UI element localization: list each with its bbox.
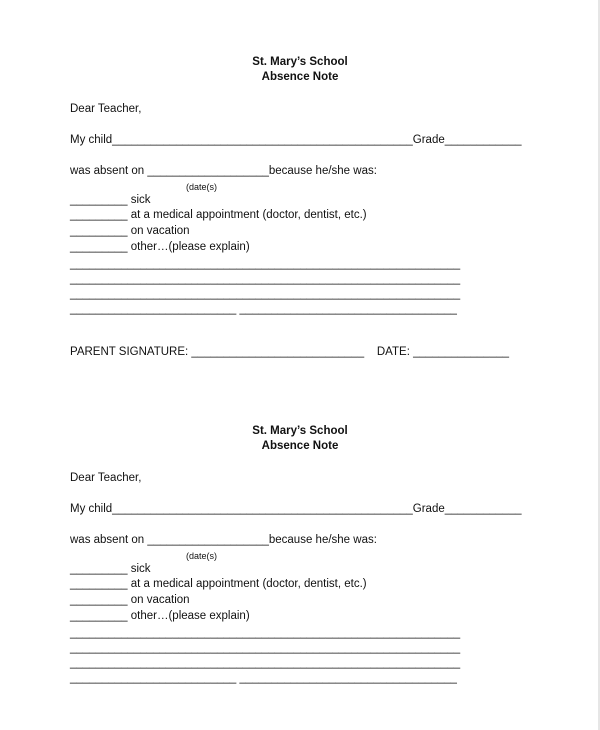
explain-line: _____________________________________________________________ [70, 642, 461, 654]
option-sick: _________ sick [70, 194, 151, 206]
explain-line: _____________________________________________________________ [70, 288, 461, 300]
explain-line: _____________________________________________________________ [70, 258, 461, 270]
option-sick: _________ sick [70, 563, 151, 575]
explain-line: _____________________________________________________________ [70, 627, 461, 639]
option-medical: _________ at a medical appointment (doctor, dentist, etc.) [70, 578, 367, 590]
school-name: St. Mary’s School [252, 56, 348, 68]
absent-date-line: was absent on ___________________because he/she was: [70, 534, 377, 546]
note-title: Absence Note [261, 440, 339, 452]
option-vacation: _________ on vacation [70, 225, 190, 237]
note-title: Absence Note [261, 71, 339, 83]
explain-line: __________________________ __________________________________ [70, 303, 457, 315]
date-caption: (date(s) [186, 182, 218, 192]
school-name: St. Mary’s School [252, 425, 348, 437]
option-medical: _________ at a medical appointment (doctor, dentist, etc.) [70, 209, 367, 221]
child-grade-line: My child_______________________________________________Grade____________ [70, 503, 522, 515]
parent-signature-line: PARENT SIGNATURE: ___________________________ DATE: _______________ [70, 346, 510, 358]
greeting: Dear Teacher, [70, 472, 142, 484]
explain-line: _____________________________________________________________ [70, 273, 461, 285]
option-other: _________ other…(please explain) [70, 241, 250, 253]
explain-line: _____________________________________________________________ [70, 657, 461, 669]
absent-date-line: was absent on ___________________because he/she was: [70, 165, 377, 177]
child-grade-line: My child_______________________________________________Grade____________ [70, 134, 522, 146]
greeting: Dear Teacher, [70, 103, 142, 115]
date-caption: (date(s) [186, 551, 218, 561]
option-other: _________ other…(please explain) [70, 610, 250, 622]
explain-line: __________________________ __________________________________ [70, 672, 457, 684]
option-vacation: _________ on vacation [70, 594, 190, 606]
